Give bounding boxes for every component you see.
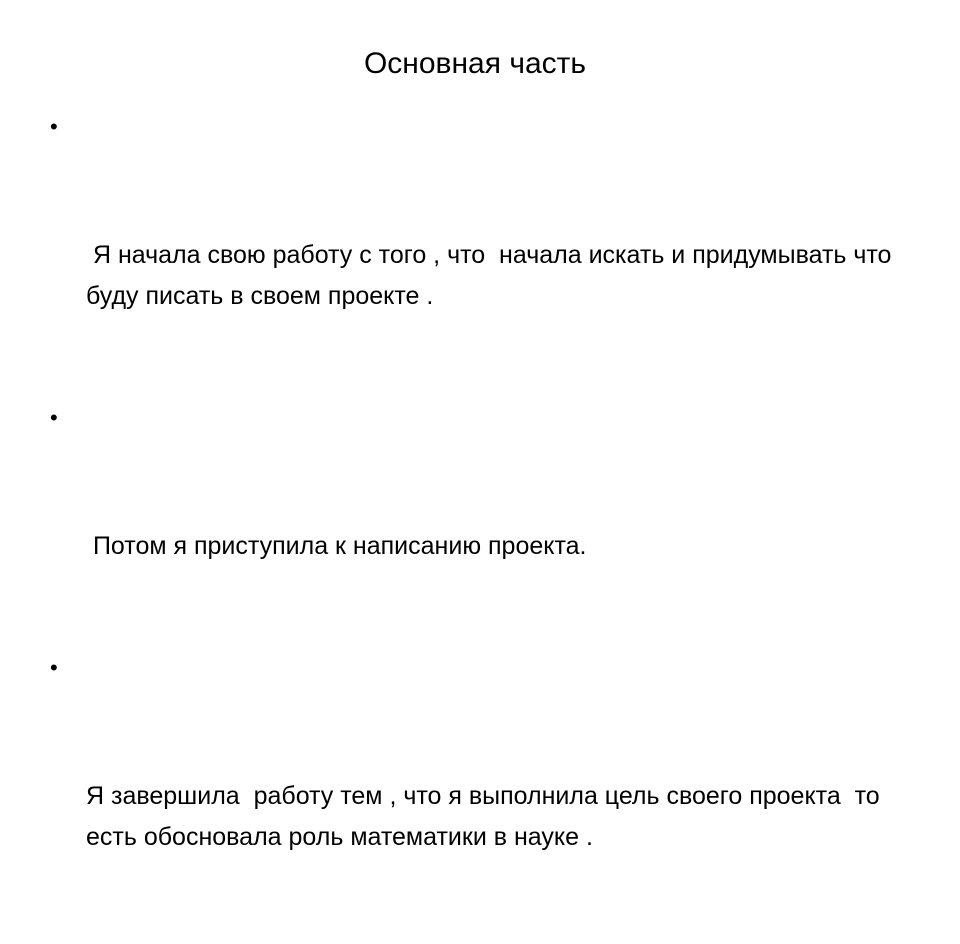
bullet-text: Я начала свою работу с того , что начала искать и придумывать что буду писать в своем проекте . (86, 241, 899, 310)
bullet-icon: • (50, 405, 58, 430)
list-item (50, 112, 910, 399)
list-item (50, 403, 910, 649)
bullet-icon: • (50, 114, 58, 139)
slide-title: Основная часть (363, 47, 587, 80)
list-item (50, 653, 910, 940)
bullet-text: Я завершила работу тем , что я выполнила цель своего проекта то есть обосновала роль математики в науке . (86, 782, 887, 851)
bullet-icon: • (50, 655, 58, 680)
bullet-text: Потом я приступила к написанию проекта. (86, 532, 587, 560)
bullet-list (50, 112, 910, 944)
